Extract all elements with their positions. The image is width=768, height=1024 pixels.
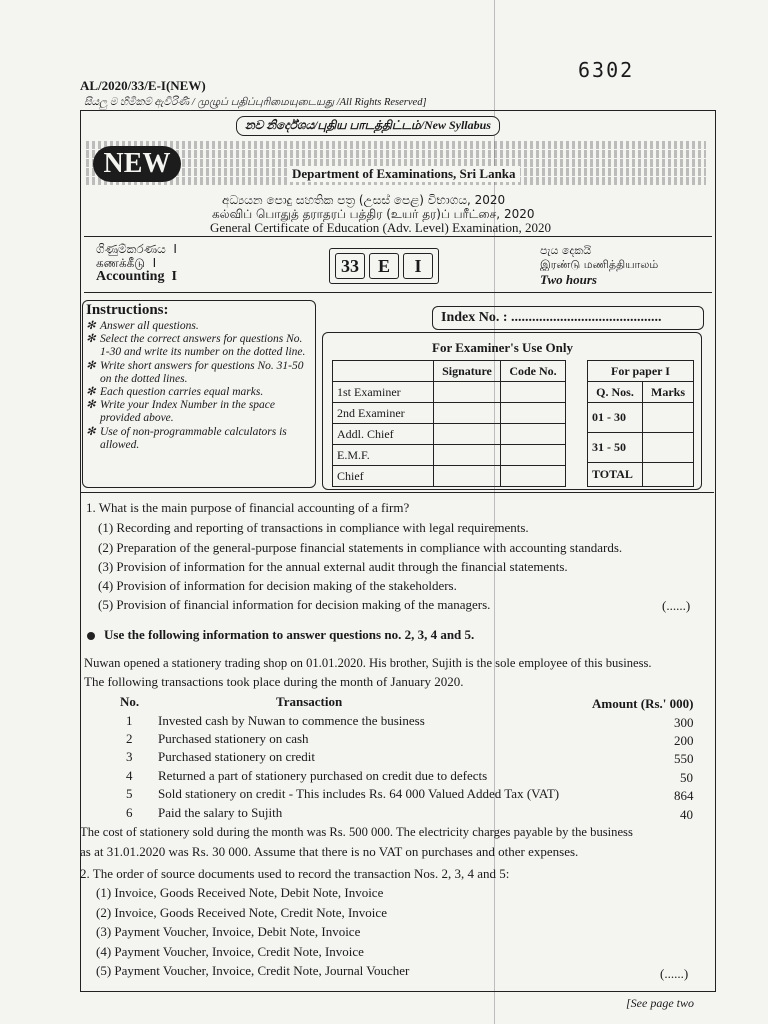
index-number-field[interactable]: Index No. : ........................................... (432, 306, 704, 330)
duration-sinhala: පැය දෙකයි (540, 244, 592, 257)
duration-english: Two hours (540, 272, 597, 287)
section-rule (80, 492, 714, 493)
see-page-two: [See page two (626, 996, 694, 1010)
bullet-icon (87, 632, 95, 640)
examiner-row: Chief (333, 466, 566, 487)
q1-option-2: (2) Preparation of the general-purpose financial statements in compliance with accounting standards. (98, 540, 623, 555)
examiner-row: Addl. Chief (333, 424, 566, 445)
question-1: 1. What is the main purpose of financial accounting of a firm? (86, 500, 410, 515)
subject-english: Accounting I (96, 269, 177, 284)
examiner-row: 2nd Examiner (333, 403, 566, 424)
examiner-row: E.M.F. (333, 445, 566, 466)
paper-marks-table: For paper I Q. Nos. Marks 01 - 30 31 - 50 TOTAL (587, 360, 694, 487)
q2-option-4: (4) Payment Voucher, Invoice, Credit Note, Invoice (96, 944, 364, 959)
q2-option-5: (5) Payment Voucher, Invoice, Credit Note, Journal Voucher (96, 963, 410, 978)
info-para-3: The cost of stationery sold during the month was Rs. 500 000. The electricity charges payable by the business (80, 825, 633, 839)
code-part-3: I (403, 253, 433, 279)
question-2: 2. The order of source documents used to record the transaction Nos. 2, 3, 4 and 5: (80, 866, 510, 881)
paper-row: TOTAL (588, 463, 694, 487)
instruction-item: ✻ Select the correct answers for questions No. 1-30 and write its number on the dotted line. (86, 333, 306, 359)
col-no: No. (120, 694, 140, 709)
paper-row: 31 - 50 (588, 433, 694, 463)
department-name: Department of Examinations, Sri Lanka (288, 166, 520, 182)
instruction-item: ✻ Each question carries equal marks. (86, 386, 264, 399)
q2-option-3: (3) Payment Voucher, Invoice, Debit Note, Invoice (96, 924, 361, 939)
instruction-item: ✻ Answer all questions. (86, 320, 199, 332)
q2-option-1: (1) Invoice, Goods Received Note, Debit Note, Invoice (96, 885, 384, 900)
syllabus-banner: නව නිර්දේශය/புதிய பாடத்திட்டம்/New Syllabus (236, 116, 500, 136)
instructions-title: Instructions: (86, 302, 169, 318)
new-logo: NEW (93, 146, 181, 182)
info-para-4: as at 31.01.2020 was Rs. 30 000. Assume that there is no VAT on purchases and other expenses. (80, 844, 579, 859)
paper-code: AL/2020/33/E-I(NEW) (80, 78, 206, 93)
code-part-2: E (369, 253, 399, 279)
code-part-1: 33 (335, 253, 365, 279)
q2-option-2: (2) Invoice, Goods Received Note, Credit Note, Invoice (96, 905, 387, 920)
header-rule-2 (84, 292, 712, 293)
paper-row: 01 - 30 (588, 403, 694, 433)
examiner-row: 1st Examiner (333, 382, 566, 403)
subject-tamil: கணக்கீடு I (96, 256, 157, 270)
q2-answer-field[interactable]: (......) (660, 966, 689, 981)
exam-title-english: General Certificate of Education (Adv. Level) Examination, 2020 (210, 220, 552, 235)
exam-title-tamil: கல்விப் பொதுத் தராதரப் பத்திர (உயர் தர)ப் பரீட்சை, 2020 (212, 207, 535, 221)
exam-title-sinhala: අධ්‍යයන පොදු සහතික පත්‍ර (උසස් පෙළ) විභාගය, 2020 (222, 193, 506, 207)
q1-answer-field[interactable]: (......) (662, 598, 691, 613)
duration-tamil: இரண்டு மணித்தியாலம் (540, 258, 659, 271)
info-para-1: Nuwan opened a stationery trading shop on 01.01.2020. His brother, Sujith is the sole employee of this business. (84, 656, 652, 670)
examiner-table: Signature Code No. 1st Examiner 2nd Examiner Addl. Chief E.M.F. Chief (332, 360, 566, 487)
handwritten-number: 6302 (578, 58, 635, 82)
q1-option-1: (1) Recording and reporting of transactions in compliance with legal requirements. (98, 520, 529, 535)
q1-option-3: (3) Provision of information for the annual external audit through the financial statements. (98, 559, 568, 574)
col-amount: Amount (Rs.' 000) (592, 696, 694, 711)
q1-option-5: (5) Provision of financial information for decision making of the managers. (98, 597, 491, 612)
instruction-item: ✻ Write your Index Number in the space provided above. (86, 399, 276, 425)
instructions-list (86, 320, 312, 452)
examiner-title: For Examiner's Use Only (432, 340, 573, 355)
col-transaction: Transaction (276, 694, 343, 709)
instruction-item: ✻ Use of non-programmable calculators is allowed. (86, 425, 287, 451)
instruction-item: ✻ Write short answers for questions No. 31-50 on the dotted lines. (86, 359, 304, 385)
info-title: Use the following information to answer questions no. 2, 3, 4 and 5. (104, 627, 475, 642)
subject-sinhala: ගිණුම්කරණය I (96, 242, 177, 256)
info-para-2: The following transactions took place during the month of January 2020. (84, 674, 464, 689)
q1-option-4: (4) Provision of information for decision making of the stakeholders. (98, 578, 457, 593)
rights-reserved: සියලු ම හිමිකම් ඇවිරිණි / முழுப் பதிப்புரிமையுடையது /All Rights Reserved] (84, 97, 427, 108)
header-rule (84, 236, 712, 237)
